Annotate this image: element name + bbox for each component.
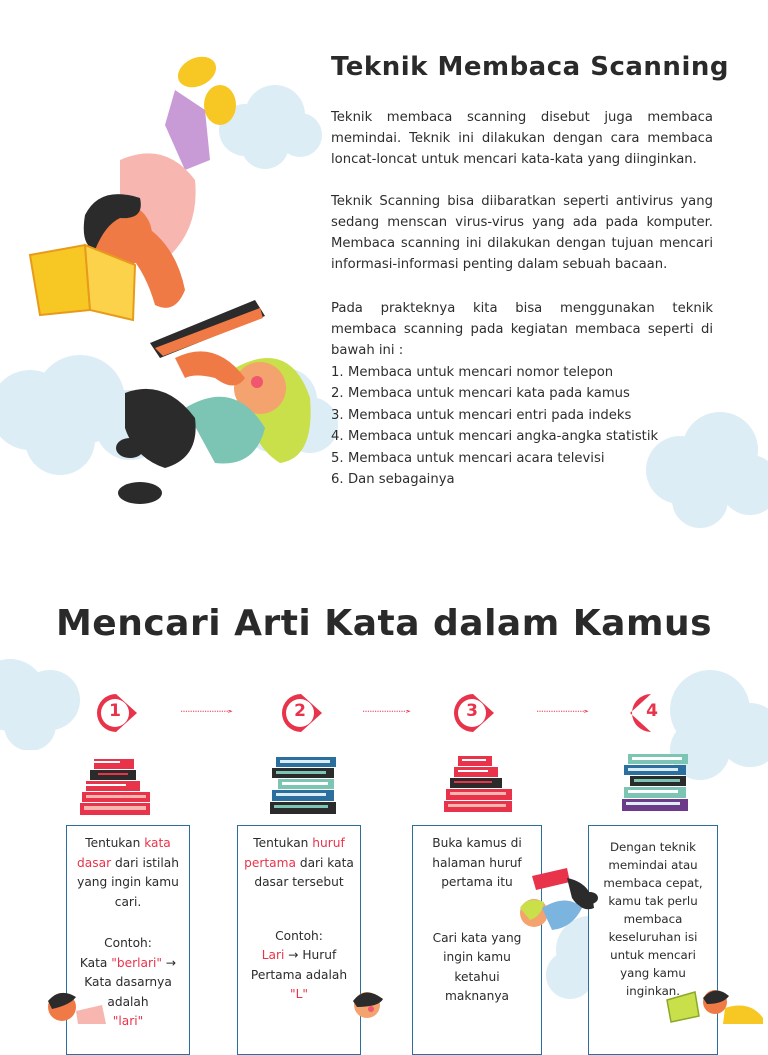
reading-child-illustration — [105, 298, 320, 513]
scanning-uses-list — [331, 362, 731, 490]
book-stack-icon — [442, 752, 514, 814]
step-connector — [327, 710, 447, 714]
step-connector — [142, 710, 272, 714]
analogy-paragraph: Teknik Scanning bisa diibaratkan seperti antivirus yang sedang menscan virus-virus yang ada pada komputer. Membaca scanning ini dilakukan dengan tujuan mencari informasi-informasi penting dalam sebuah bacaan. — [331, 194, 713, 272]
step-number: 2 — [294, 701, 306, 721]
step-number: 1 — [109, 701, 121, 721]
step-connector — [498, 710, 628, 714]
list-item: 3. Membaca untuk mencari entri pada indeks — [331, 407, 632, 423]
step-card-4: Dengan teknik memindai atau membaca cepat, kamu tak perlu membaca keseluruhan isi untuk mencari yang kamu inginkan. — [588, 825, 718, 1055]
book-stack-icon — [80, 755, 152, 817]
book-stack-icon — [268, 755, 340, 817]
flying-reader-illustration — [512, 868, 602, 953]
reading-child-illustration — [40, 985, 110, 1024]
step-number: 3 — [466, 701, 478, 721]
step-number: 4 — [646, 701, 658, 721]
intro-paragraph: Teknik membaca scanning disebut juga membaca memindai. Teknik ini dilakukan dengan cara membaca loncat-loncat untuk mencari kata-kata yang diinginkan. — [331, 110, 713, 167]
reading-child-illustration — [665, 982, 765, 1024]
list-item: 4. Membaca untuk mencari angka-angka statistik — [331, 429, 659, 445]
section-title: Mencari Arti Kata dalam Kamus — [55, 603, 713, 644]
reading-child-illustration — [25, 50, 240, 330]
list-item: 2. Membaca untuk mencari kata pada kamus — [331, 386, 630, 402]
list-item: 6. Dan sebagainya — [331, 472, 455, 488]
reading-child-illustration — [345, 985, 390, 1024]
page-title: Teknik Membaca Scanning — [331, 52, 729, 82]
book-stack-icon — [620, 752, 692, 814]
step-card-2: Tentukan huruf pertama dari kata dasar tersebut Contoh: Lari → Huruf Pertama adalah "L" — [237, 825, 361, 1055]
practice-paragraph: Pada prakteknya kita bisa menggunakan teknik membaca scanning pada kegiatan membaca seperti di bawah ini : — [331, 301, 713, 358]
list-item: 1. Membaca untuk mencari nomor telepon — [331, 365, 614, 380]
list-item: 5. Membaca untuk mencari acara televisi — [331, 450, 605, 466]
step-card-3: Buka kamus di halaman huruf pertama itu Cari kata yang ingin kamu ketahui maknanya — [412, 825, 542, 1055]
step-card-1: Tentukan kata dasar dari istilah yang ingin kamu cari. Contoh: Kata "berlari" → Kata dasarnya adalah "lari" — [66, 825, 190, 1055]
